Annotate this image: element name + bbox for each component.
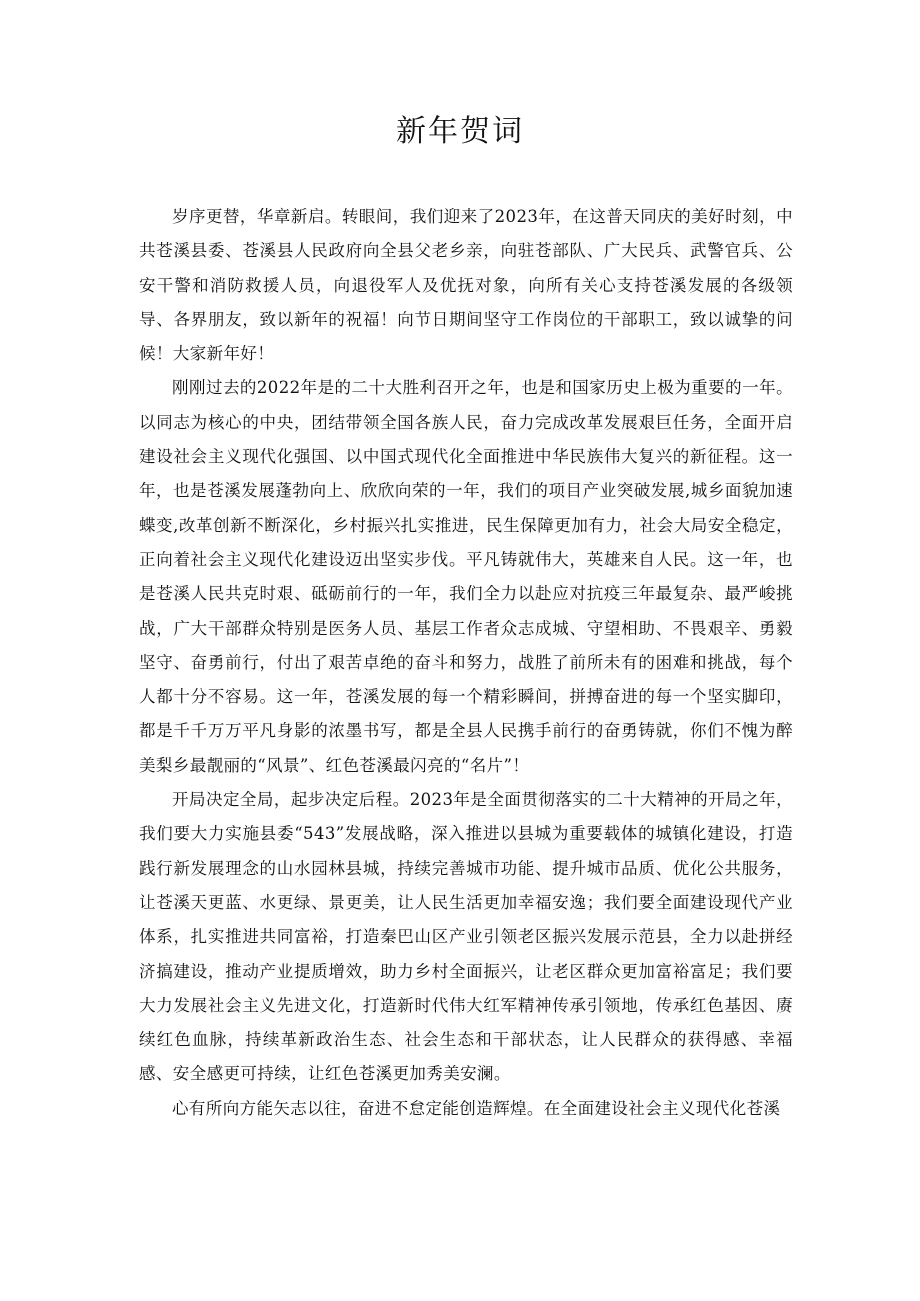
paragraph-1: 岁序更替，华章新启。转眼间，我们迎来了2023年，在这普天同庆的美好时刻，中共苍溪县委、苍溪县人民政府向全县父老乡亲，向驻苍部队、广大民兵、武警官兵、公安干警和消防救援人员，向退役军人及优抚对象，向所有关心支持苍溪发展的各级领导、各界朋友，致以新年的祝福！向节日期间坚守工作岗位的干部职工，致以诚挚的问候！大家新年好！ bbox=[139, 207, 793, 364]
paragraph-4: 心有所向方能矢志以往，奋进不怠定能创造辉煌。在全面建设社会主义现代化苍溪 bbox=[172, 1098, 781, 1118]
document-body bbox=[139, 200, 793, 1126]
paragraph-3: 开局决定全局，起步决定后程。2023年是全面贯彻落实的二十大精神的开局之年，我们要大力实施县委“543”发展战略，深入推进以县城为重要载体的城镇化建设，打造践行新发展理念的山水园林县城，持续完善城市功能、提升城市品质、优化公共服务，让苍溪天更蓝、水更绿、景更美，让人民生活更加幸福安逸；我们要全面建设现代产业体系，扎实推进共同富裕，打造秦巴山区产业引领老区振兴发展示范县，全力以赴拼经济搞建设，推动产业提质增效，助力乡村全面振兴，让老区群众更加富裕富足；我们要大力发展社会主义先进文化，打造新时代伟大红军精神传承引领地，传承红色基因、赓续红色血脉，持续革新政治生态、社会生态和干部状态，让人民群众的获得感、幸福感、安全感更可持续，让红色苍溪更加秀美安澜。 bbox=[139, 790, 793, 1084]
document-title: 新年贺词 bbox=[396, 114, 524, 149]
paragraph-2: 刚刚过去的2022年是的二十大胜利召开之年，也是和国家历史上极为重要的一年。以同志为核心的中央，团结带领全国各族人民，奋力完成改革发展艰巨任务，全面开启建设社会主义现代化强国、以中国式现代化全面推进中华民族伟大复兴的新征程。这一年，也是苍溪发展蓬勃向上、欣欣向荣的一年，我们的项目产业突破发展,城乡面貌加速蝶变,改革创新不断深化，乡村振兴扎实推进，民生保障更加有力，社会大局安全稳定，正向着社会主义现代化建设迈出坚实步伐。平凡铸就伟大，英雄来自人民。这一年，也是苍溪人民共克时艰、砥砺前行的一年，我们全力以赴应对抗疫三年最复杂、最严峻挑战，广大干部群众特别是医务人员、基层工作者众志成城、守望相助、不畏艰辛、勇毅坚守、奋勇前行，付出了艰苦卓绝的奋斗和努力，战胜了前所未有的困难和挑战，每个人都十分不容易。这一年，苍溪发展的每一个精彩瞬间，拼搏奋进的每一个坚实脚印，都是千千万万平凡身影的浓墨书写，都是全县人民携手前行的奋勇铸就，你们不愧为醉美梨乡最靓丽的“风景”、红色苍溪最闪亮的“名片”！ bbox=[139, 378, 793, 775]
